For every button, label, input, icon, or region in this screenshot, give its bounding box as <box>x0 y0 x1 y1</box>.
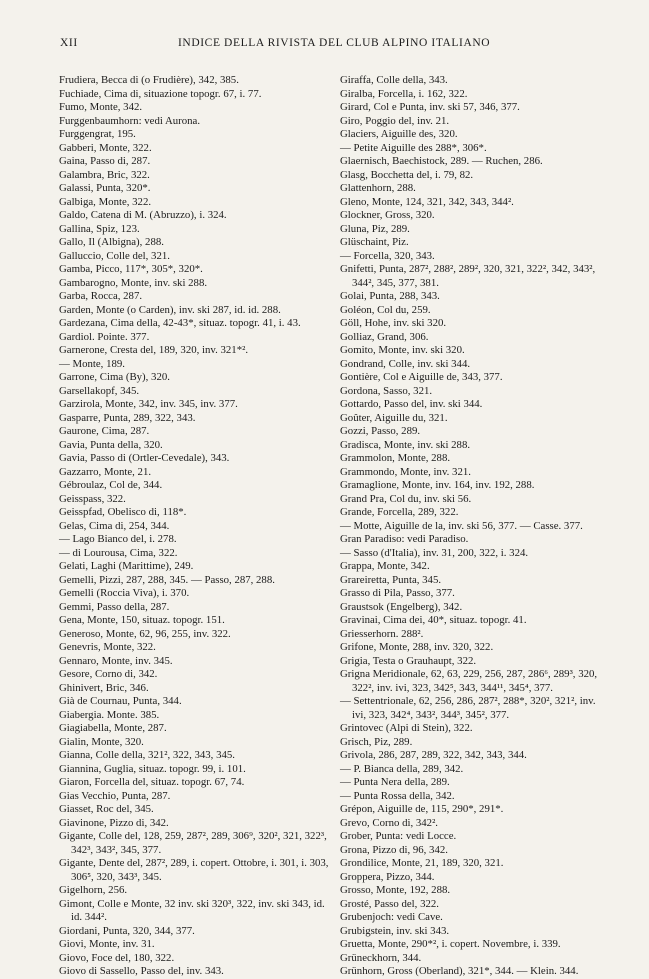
index-entry: Gemelli (Roccia Viva), i. 370. <box>59 587 190 599</box>
index-entry: Galluccio, Colle del, 321. <box>59 249 170 262</box>
index-entry: Grisch, Piz, 289. <box>340 735 413 748</box>
index-entry: Glockner, Gross, 320. <box>340 209 435 221</box>
index-entry: Generoso, Monte, 62, 96, 255, inv. 322. <box>59 627 231 640</box>
index-entry: Giraffa, Colle della, 343. <box>340 74 448 86</box>
index-entry: Grappa, Monte, 342. <box>340 560 430 572</box>
index-entry: — Motte, Aiguille de la, inv. ski 56, 377. — Casse. 377. <box>340 519 583 532</box>
page-number: XII <box>60 37 78 49</box>
index-entry: Gluna, Piz, 289. <box>340 222 410 235</box>
index-entry: Gabberi, Monte, 322. <box>59 141 152 154</box>
index-entry: Giovo di Sassello, Passo del, inv. 343. <box>59 965 224 977</box>
index-entry: Gennaro, Monte, inv. 345. <box>59 654 173 667</box>
index-entry: Furggenbaumhorn: vedi Aurona. <box>59 114 201 127</box>
index-entry: Genevris, Monte, 322. <box>59 641 156 653</box>
index-entry: Gigelhorn, 256. <box>59 884 128 896</box>
index-entry: Garden, Monte (o Carden), inv. ski 287, id. id. 288. <box>59 303 281 316</box>
index-entry: Fumo, Monte, 342. <box>59 101 143 113</box>
index-entry: Galbiga, Monte, 322. <box>59 195 152 208</box>
index-entry: Gravinai, Cima dei, 40*, situaz. topogr. 41. <box>340 614 527 626</box>
index-entry: — Lago Bianco del, i. 278. <box>59 533 177 545</box>
index-entry: Gamba, Picco, 117*, 305*, 320*. <box>59 263 203 275</box>
index-entry: Gomito, Monte, inv. ski 320. <box>340 344 465 356</box>
index-entry: Giabergia. Monte. 385. <box>59 708 160 721</box>
index-entry: Goléon, Col du, 259. <box>340 303 431 316</box>
index-entry: Galambra, Bric, 322. <box>59 168 150 181</box>
index-column-left <box>59 74 331 977</box>
index-entry: Gordona, Sasso, 321. <box>340 384 433 397</box>
index-entry: Grammondo, Monte, inv. 321. <box>340 465 471 478</box>
index-entry: Groppera, Pizzo, 344. <box>340 870 435 883</box>
index-entry: — P. Bianca della, 289, 342. <box>340 762 464 775</box>
index-entry: Garba, Rocca, 287. <box>59 290 143 302</box>
index-entry: Grande, Forcella, 289, 322. <box>340 506 459 518</box>
index-entry: Gran Paradiso: vedi Paradiso. <box>340 533 469 545</box>
index-entry: Gemmi, Passo della, 287. <box>59 600 170 613</box>
index-entry: Grareiretta, Punta, 345. <box>340 573 442 586</box>
index-entry: Gigante, Dente del, 287², 289, i. copert. Ottobre, i. 301, i. 303, 306⁵, 320, 343³, 345. <box>59 857 329 883</box>
running-title: INDICE DELLA RIVISTA DEL CLUB ALPINO ITALIANO <box>178 37 491 49</box>
index-entry: Gozzi, Passo, 289. <box>340 425 421 437</box>
index-entry: Gigante, Colle del, 128, 259, 287², 289, 306⁹, 320², 321, 322³, 342³, 343², 345, 377. <box>59 830 327 856</box>
index-entry: Giro, Poggio del, inv. 21. <box>340 114 450 127</box>
index-entry: Gondrand, Colle, inv. ski 344. <box>340 357 471 370</box>
index-entry: Grosté, Passo del, 322. <box>340 897 439 910</box>
index-entry: — Sasso (d'Italia), inv. 31, 200, 322, i. 324. <box>340 546 529 559</box>
index-column-right <box>340 74 608 977</box>
index-entry: Gelati, Laghi (Marittime), 249. <box>59 560 194 572</box>
index-entry: — Settentrionale, 62, 256, 286, 287², 288*, 320², 321², inv. ivi, 323, 342⁴, 343², 344³, 345², 377. <box>340 695 596 721</box>
index-entry: — Punta Nera della, 289. <box>340 776 450 788</box>
index-entry: Golliaz, Grand, 306. <box>340 330 429 343</box>
index-entry: — Monte, 189. <box>59 357 125 370</box>
index-entry: Grosso, Monte, 192, 288. <box>340 884 451 896</box>
index-entry: Giaron, Forcella del, situaz. topogr. 67, 74. <box>59 776 245 788</box>
index-entry: Grasso di Pila, Passo, 377. <box>340 587 455 599</box>
index-entry: Glasg, Bocchetta del, i. 79, 82. <box>340 168 474 181</box>
index-entry: Gias Vecchio, Punta, 287. <box>59 789 171 802</box>
index-entry: Giavinone, Pizzo di, 342. <box>59 816 169 829</box>
index-entry: Gradisca, Monte, inv. ski 288. <box>340 438 471 451</box>
index-entry: Galdo, Catena di M. (Abruzzo), i. 324. <box>59 209 227 221</box>
index-entry: Geisspfad, Obelisco di, 118*. <box>59 506 187 518</box>
index-entry: Goûter, Aiguille du, 321. <box>340 411 448 424</box>
index-entry: Grivola, 286, 287, 289, 322, 342, 343, 344. <box>340 749 527 761</box>
index-entry: Grigia, Testa o Grauhaupt, 322. <box>340 654 477 667</box>
index-entry: Göll, Hohe, inv. ski 320. <box>340 317 447 329</box>
index-entry: — Punta Rossa della, 342. <box>340 789 455 802</box>
index-entry: Geisspass, 322. <box>59 492 126 505</box>
index-entry: Graustsok (Engelberg), 342. <box>340 600 463 613</box>
index-entry: Garnerone, Cresta del, 189, 320, inv. 321*². <box>59 344 249 356</box>
index-entry: Glüschaint, Piz. <box>340 236 409 248</box>
index-entry: Gallina, Spiz, 123. <box>59 222 140 235</box>
index-entry: Gianna, Colle della, 321², 322, 343, 345. <box>59 749 235 761</box>
index-entry: Griesserhorn. 288². <box>340 627 424 640</box>
index-entry: Gialin, Monte, 320. <box>59 735 144 748</box>
index-entry: Gontière, Col e Aiguille de, 343, 377. <box>340 371 503 383</box>
index-entry: Grépon, Aiguille de, 115, 290*, 291*. <box>340 803 504 815</box>
index-entry: Giordani, Punta, 320, 344, 377. <box>59 924 195 937</box>
index-entry: Giralba, Forcella, i. 162, 322. <box>340 87 468 100</box>
index-entry: Gemelli, Pizzi, 287, 288, 345. — Passo, 287, 288. <box>59 573 275 586</box>
index-entry: Giannina, Guglia, situaz. topogr. 99, i. 101. <box>59 762 246 775</box>
index-entry: Grevo, Corno di, 342². <box>340 816 438 829</box>
index-entry: Gasparre, Punta, 289, 322, 343. <box>59 411 196 424</box>
index-entry: Giasset, Roc del, 345. <box>59 803 154 815</box>
running-header <box>60 37 606 53</box>
index-entry: Gimont, Colle e Monte, 32 inv. ski 320³, 322, inv. ski 343, id. id. 344². <box>59 897 325 923</box>
index-entry: Gesore, Corno di, 342. <box>59 668 158 680</box>
index-entry: Garrone, Cima (By), 320. <box>59 371 170 383</box>
index-entry: Furggengrat, 195. <box>59 128 136 140</box>
index-entry: Grona, Pizzo di, 96, 342. <box>340 843 448 856</box>
index-entry: Frudiera, Becca di (o Frudière), 342, 385. <box>59 74 239 86</box>
index-entry: — Petite Aiguille des 288*, 306*. <box>340 141 487 154</box>
index-entry: Grubenjoch: vedi Cave. <box>340 911 443 923</box>
index-entry: Ghinivert, Bric, 346. <box>59 681 149 694</box>
index-entry: — di Lourousa, Cima, 322. <box>59 546 178 559</box>
index-entry: Gavia, Passo di (Ortler-Cevedale), 343. <box>59 452 230 464</box>
index-entry: Grober, Punta: vedi Locce. <box>340 830 457 842</box>
index-entry: Grifone, Monte, 288, inv. 320, 322. <box>340 641 494 653</box>
index-entry: Grubigstein, inv. ski 343. <box>340 924 450 937</box>
index-entry: Gaurone, Cima, 287. <box>59 425 150 437</box>
index-entry: Fuchiade, Cima di, situazione topogr. 67, i. 77. <box>59 87 262 100</box>
index-entry: Garsellakopf, 345. <box>59 384 140 397</box>
index-entry: Grüneckhorn, 344. <box>340 951 422 964</box>
index-entry: Gelas, Cima di, 254, 344. <box>59 519 170 532</box>
index-entry: Gardezana, Cima della, 42-43*, situaz. topogr. 41, i. 43. <box>59 317 301 329</box>
index-entry: Gottardo, Passo del, inv. ski 344. <box>340 398 483 410</box>
index-entry: Giagiabella, Monte, 287. <box>59 722 167 734</box>
index-entry: Gébroulaz, Col de, 344. <box>59 479 163 491</box>
index-entry: Gambarogno, Monte, inv. ski 288. <box>59 276 208 289</box>
index-entry: Gavia, Punta della, 320. <box>59 438 163 451</box>
index-entry: Gena, Monte, 150, situaz. topogr. 151. <box>59 614 225 626</box>
index-entry: Gramaglione, Monte, inv. 164, inv. 192, 288. <box>340 479 535 491</box>
index-entry: — Forcella, 320, 343. <box>340 249 435 262</box>
index-entry: Giovo, Foce del, 180, 322. <box>59 951 175 964</box>
index-entry: Girard, Col e Punta, inv. ski 57, 346, 377. <box>340 101 520 113</box>
index-entry: Galassi, Punta, 320*. <box>59 182 151 194</box>
index-entry: Giovi, Monte, inv. 31. <box>59 938 155 950</box>
index-entry: Gruetta, Monte, 290*², i. copert. Novembre, i. 339. <box>340 938 561 950</box>
index-entry: Gaina, Passo di, 287. <box>59 155 151 167</box>
index-entry: Garzirola, Monte, 342, inv. 345, inv. 377. <box>59 398 238 410</box>
index-entry: Grondilice, Monte, 21, 189, 320, 321. <box>340 857 504 869</box>
index-entry: Glaciers, Aiguille des, 320. <box>340 128 458 140</box>
index-entry: Già de Cournau, Punta, 344. <box>59 695 182 707</box>
index-entry: Grammolon, Monte, 288. <box>340 452 451 464</box>
index-entry: Gardiol. Pointe. 377. <box>59 330 150 343</box>
index-entry: Grigna Meridionale, 62, 63, 229, 256, 287, 286⁶, 289³, 320, 322², inv. ivi, 323, 342⁵, 343, 344¹¹, 345⁴, 377. <box>340 668 598 694</box>
index-entry: Gnifetti, Punta, 287², 288², 289², 320, 321, 322², 342, 343², 344², 345, 377, 381. <box>340 263 596 289</box>
index-entry: Grand Pra, Col du, inv. ski 56. <box>340 492 472 505</box>
index-entry: Golai, Punta, 288, 343. <box>340 290 440 302</box>
index-entry: Glattenhorn, 288. <box>340 182 416 194</box>
index-entry: Gazzarro, Monte, 21. <box>59 465 152 478</box>
index-entry: Glaernisch, Baechistock, 289. — Ruchen, 286. <box>340 155 543 167</box>
index-entry: Gallo, Il (Albigna), 288. <box>59 236 164 248</box>
index-entry: Grünhorn, Gross (Oberland), 321*, 344. — Klein. 344. <box>340 965 579 977</box>
index-entry: Grintovec (Alpi di Stein), 322. <box>340 722 473 734</box>
index-entry: Gleno, Monte, 124, 321, 342, 343, 344². <box>340 195 514 208</box>
